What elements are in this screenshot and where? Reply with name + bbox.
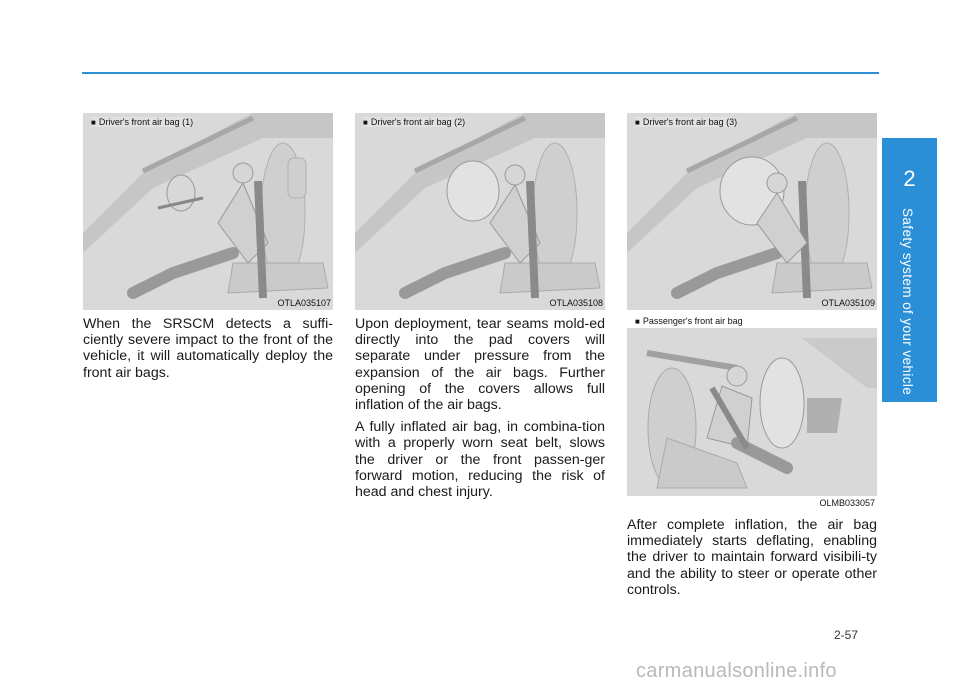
- chapter-title: Safety system of your vehicle: [900, 208, 915, 396]
- figure-code: OTLA035109: [821, 298, 875, 308]
- figure-passenger-airbag: [627, 310, 877, 510]
- figure-caption: ■ Driver's front air bag (3): [635, 117, 738, 127]
- figure-driver-airbag-1: [83, 113, 333, 310]
- figure-caption: ■ Driver's front air bag (2): [363, 117, 466, 127]
- column-2-text: [355, 316, 605, 506]
- passenger-airbag-image: [627, 328, 877, 496]
- passenger-airbag-illustration: [627, 328, 877, 496]
- page-number: 2-57: [834, 628, 859, 642]
- paragraph: Upon deployment, tear seams mold-ed directly into the pad covers will separate under pressure from the expansion of the air bags. Further opening of the covers allows full inflation of the air bags.: [355, 316, 605, 414]
- chapter-tab: [882, 138, 937, 402]
- driver-airbag-2-illustration: [355, 113, 605, 310]
- watermark: carmanualsonline.info: [636, 660, 837, 682]
- figure-driver-airbag-3: [627, 113, 877, 310]
- paragraph: When the SRSCM detects a suffi-ciently severe impact to the front of the vehicle, it will automatically deploy the front air bags.: [83, 316, 333, 381]
- paragraph: After complete inflation, the air bag immediately starts deflating, enabling the driver to maintain forward visibili-ty and the ability to steer or operate other controls.: [627, 517, 877, 598]
- figure-code: OLMB033057: [819, 498, 875, 508]
- figure-code: OTLA035107: [277, 298, 331, 308]
- column-1-text: [83, 316, 333, 387]
- driver-airbag-3-illustration: [627, 113, 877, 310]
- chapter-number: 2: [903, 166, 916, 191]
- driver-airbag-1-illustration: [83, 113, 333, 310]
- header-rule: [82, 72, 879, 74]
- figure-driver-airbag-2: [355, 113, 605, 310]
- figure-caption: ■ Driver's front air bag (1): [91, 117, 194, 127]
- figure-caption: ■ Passenger's front air bag: [635, 316, 743, 326]
- paragraph: A fully inflated air bag, in combina-tion with a properly worn seat belt, slows the driver or the front passen-ger forward motion, reducing the risk of head and chest injury.: [355, 419, 605, 501]
- column-3-text: [627, 517, 877, 604]
- figure-code: OTLA035108: [549, 298, 603, 308]
